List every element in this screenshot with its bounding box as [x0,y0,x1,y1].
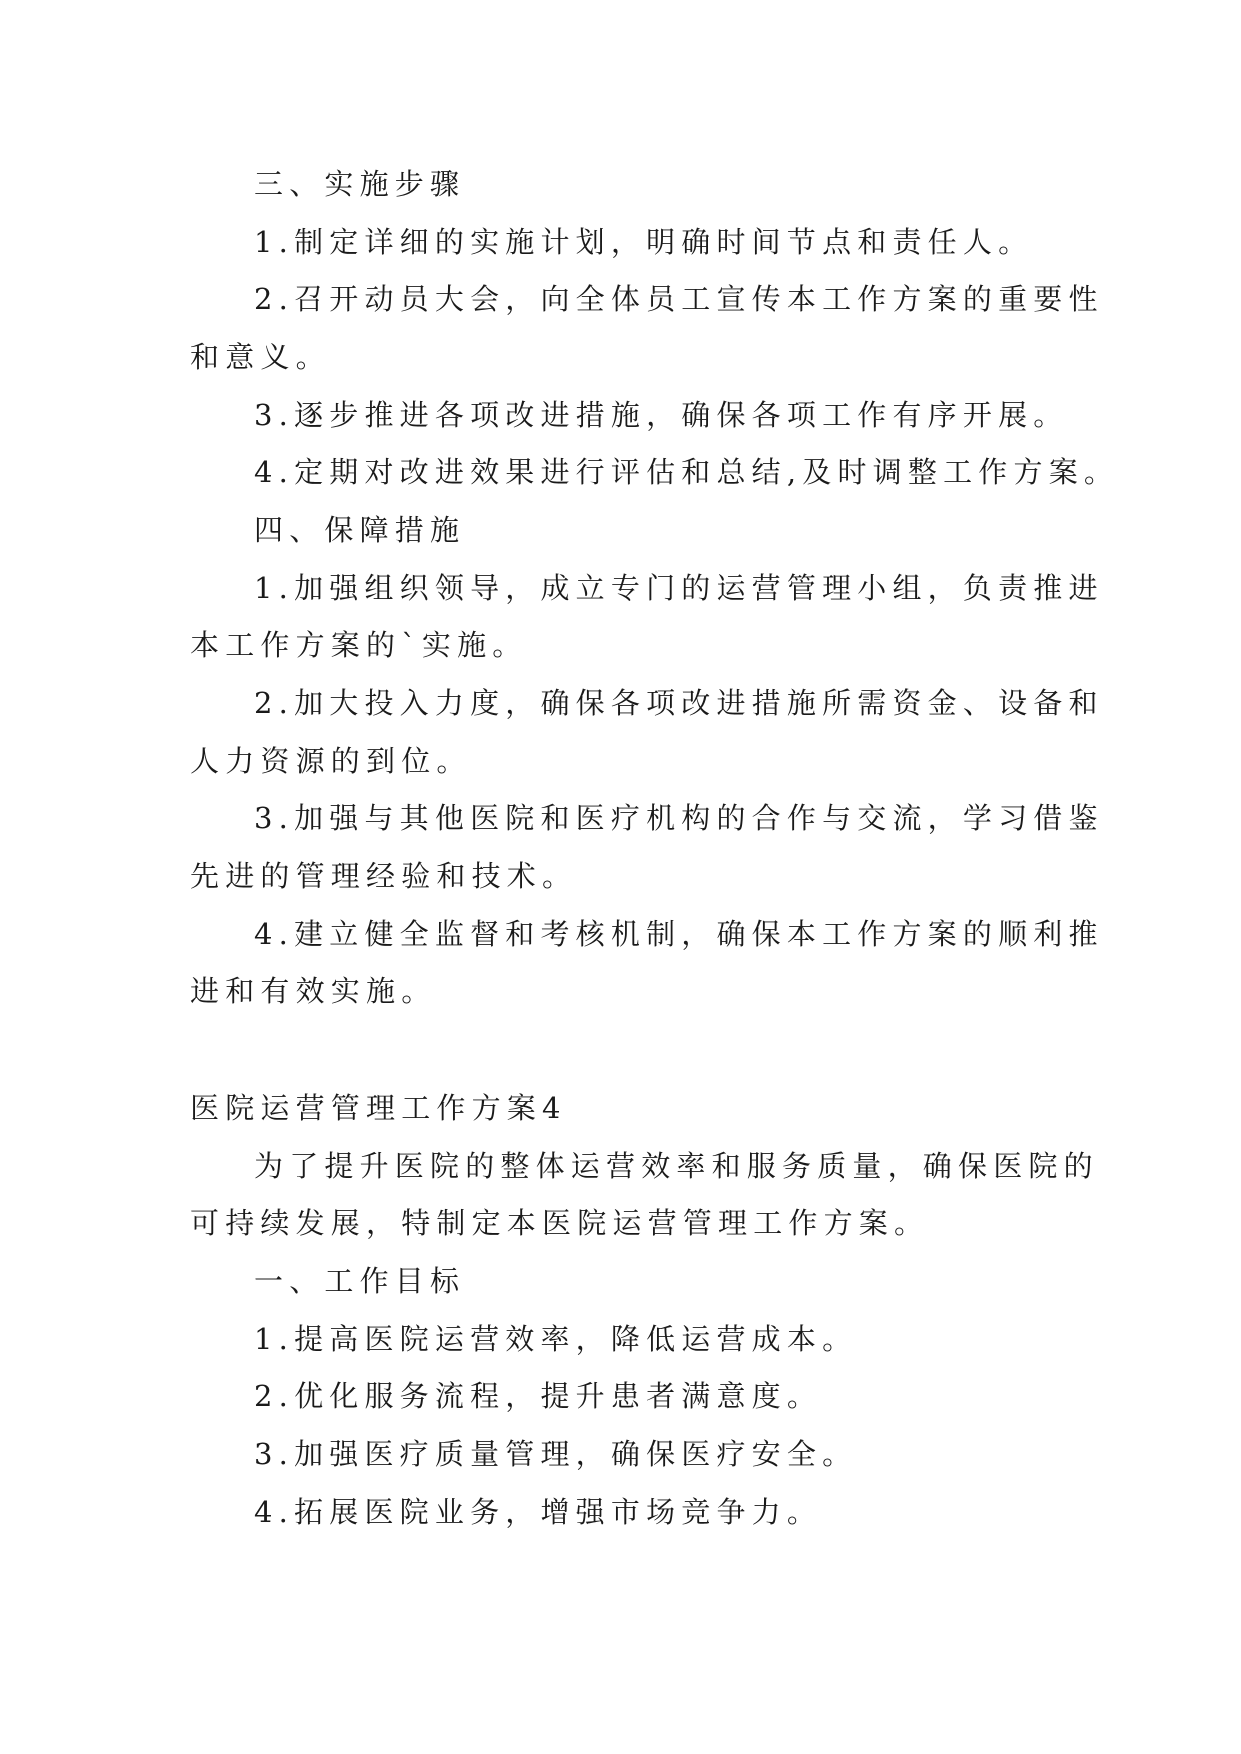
section-heading: 四、保障措施 [254,513,466,547]
paragraph-line: 1.制定详细的实施计划，明确时间节点和责任人。 [254,225,1034,259]
section-heading: 一、工作目标 [254,1264,466,1298]
paragraph-line: 2.加大投入力度，确保各项改进措施所需资金、设备和 [254,686,1104,720]
paragraph-line: 为了提升医院的整体运营效率和服务质量，确保医院的 [254,1149,1099,1183]
paragraph-line: 人力资源的到位。 [190,744,472,778]
paragraph-line: 4.建立健全监督和考核机制，确保本工作方案的顺利推 [254,917,1104,951]
paragraph-line: 4.拓展医院业务，增强市场竞争力。 [254,1495,823,1529]
paragraph-line: 4.定期对改进效果进行评估和总结,及时调整工作方案。 [254,455,1120,489]
section-heading: 三、实施步骤 [254,167,466,201]
paragraph-line: 先进的管理经验和技术。 [190,859,578,893]
paragraph-line: 本工作方案的`实施。 [190,628,528,662]
paragraph-line: 2.召开动员大会，向全体员工宣传本工作方案的重要性 [254,282,1104,316]
paragraph-line: 1.提高医院运营效率，降低运营成本。 [254,1322,858,1356]
paragraph-line: 进和有效实施。 [190,974,437,1008]
document-title: 医院运营管理工作方案4 [190,1091,567,1125]
paragraph-line: 和意义。 [190,340,331,374]
paragraph-line: 3.逐步推进各项改进措施，确保各项工作有序开展。 [254,398,1069,432]
paragraph-line: 1.加强组织领导，成立专门的运营管理小组，负责推进 [254,571,1104,605]
paragraph-line: 3.加强医疗质量管理，确保医疗安全。 [254,1437,858,1471]
paragraph-line: 2.优化服务流程，提升患者满意度。 [254,1379,823,1413]
paragraph-line: 3.加强与其他医院和医疗机构的合作与交流，学习借鉴 [254,801,1104,835]
paragraph-line: 可持续发展，特制定本医院运营管理工作方案。 [190,1206,930,1240]
